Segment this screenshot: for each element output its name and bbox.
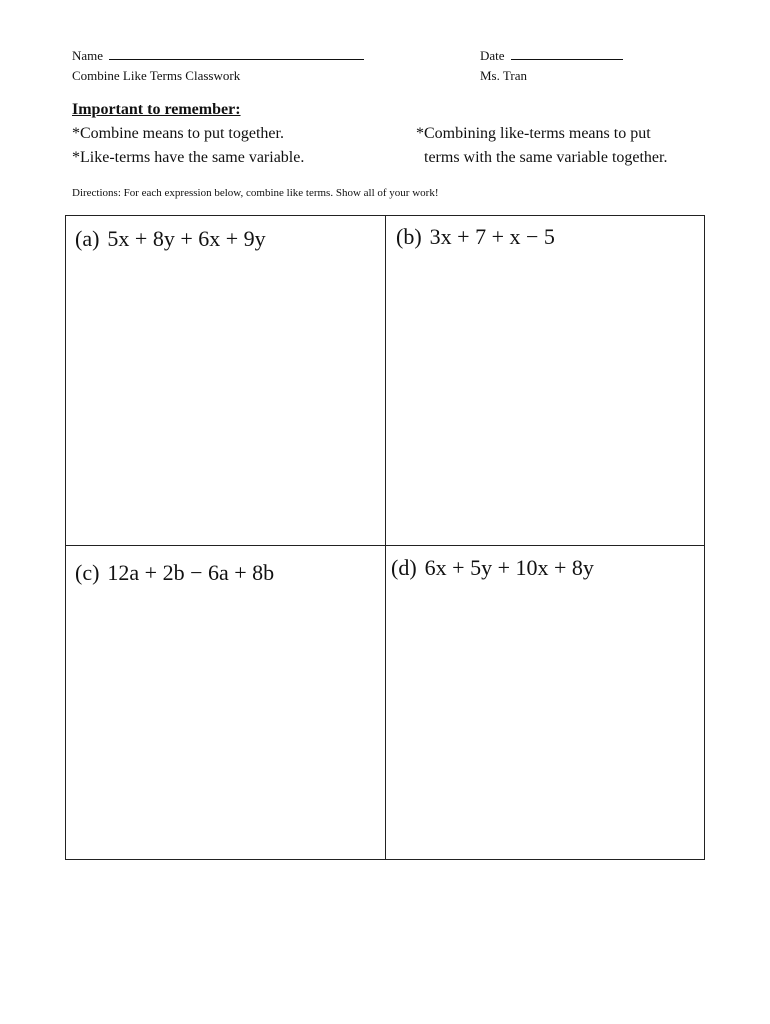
name-blank-line[interactable] — [109, 49, 364, 60]
reminder-line2-left: *Like-terms have the same variable. — [72, 149, 305, 166]
directions: Directions: For each expression below, combine like terms. Show all of your work! — [72, 187, 439, 199]
name-label: Name — [72, 48, 104, 63]
work-area-c[interactable] — [66, 596, 384, 858]
reminder-line1-right: *Combining like-terms means to put — [416, 125, 651, 142]
worksheet-title: Combine Like Terms Classwork — [72, 68, 241, 83]
problem-label: (d) — [391, 555, 417, 580]
reminder-line2-right: terms with the same variable together. — [424, 149, 668, 166]
date-label: Date — [480, 48, 505, 63]
problem-b — [396, 224, 555, 250]
date-field — [480, 48, 623, 64]
work-area-b[interactable] — [386, 266, 704, 544]
problem-expression: 12a + 2b − 6a + 8b — [107, 560, 275, 585]
problem-expression: 6x + 5y + 10x + 8y — [424, 555, 594, 580]
date-blank-line[interactable] — [511, 49, 623, 60]
problem-d — [391, 555, 594, 581]
name-field — [72, 48, 364, 64]
work-area-a[interactable] — [66, 266, 384, 544]
problem-expression: 3x + 7 + x − 5 — [429, 224, 555, 249]
grid-horizontal-divider — [66, 545, 704, 546]
problem-a — [75, 226, 266, 252]
teacher-name: Ms. Tran — [480, 68, 527, 83]
problem-label: (c) — [75, 560, 100, 585]
problem-c — [75, 560, 274, 586]
reminder-heading: Important to remember: — [72, 101, 241, 118]
problem-label: (a) — [75, 226, 100, 251]
problem-label: (b) — [396, 224, 422, 249]
problem-grid — [65, 215, 705, 860]
reminder-line1-left: *Combine means to put together. — [72, 125, 284, 142]
work-area-d[interactable] — [386, 596, 704, 858]
problem-expression: 5x + 8y + 6x + 9y — [107, 226, 266, 251]
